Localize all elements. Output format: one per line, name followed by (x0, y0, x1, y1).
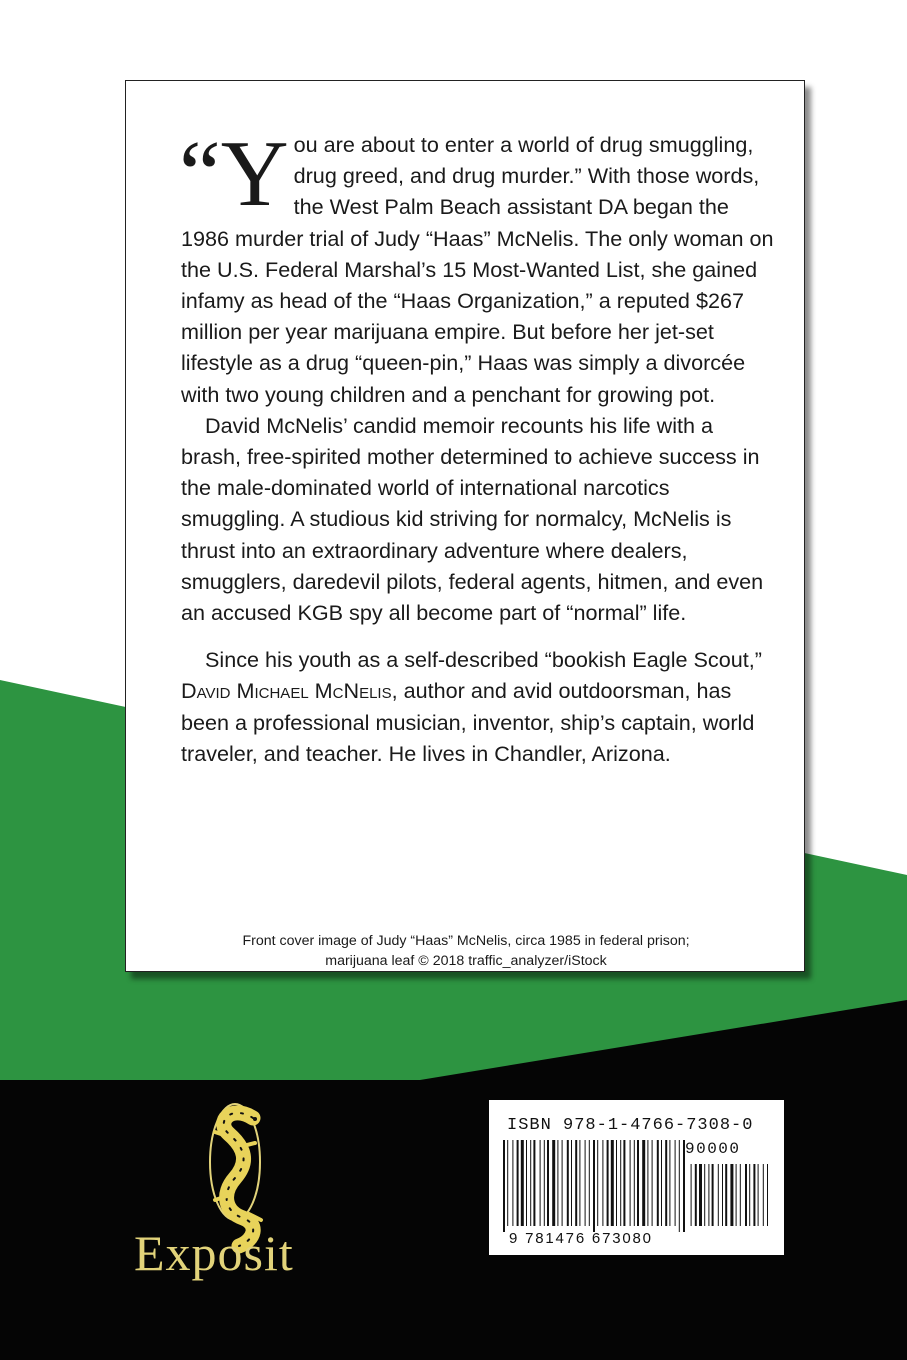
credit-line-1: Front cover image of Judy “Haas” McNelis, circa 1985 in federal prison; (242, 933, 690, 949)
isbn-barcode (489, 1100, 784, 1255)
paragraph-3-start: Since his youth as a self-described “bookish Eagle Scout,” (205, 647, 762, 673)
blurb-paragraph-2: David McNelis’ candid memoir recounts his life with a brash, free-spirited mother determined to achieve success in the male-dominated world of international narcotics smuggling. A studious kid striving for normalcy, McNelis is thrust into an extraordinary adventure where dealers, smugglers, daredevil pilots, federal agents, hitmen, and even an accused KGB spy all become part of “normal” life. (181, 412, 764, 626)
author-name: David Michael McNelis, (181, 678, 398, 704)
barcode-digits: 9 781476 673080 (509, 1230, 653, 1247)
publisher-name: Exposit (134, 1225, 294, 1281)
image-credits (126, 931, 806, 971)
blurb-panel (125, 80, 805, 972)
isbn-label: ISBN 978-1-4766-7308-0 (507, 1116, 754, 1135)
blurb-paragraph-1 (179, 122, 776, 410)
credit-line-2: marijuana leaf © 2018 traffic_analyzer/iStock (325, 953, 607, 969)
drop-cap: “Y (179, 122, 289, 226)
blurb-text (179, 122, 776, 769)
price-code: 90000 (685, 1140, 741, 1158)
paragraph-1-text: ou are about to enter a world of drug smuggling, drug greed, and drug murder.” With those words, the West Palm Beach assistant DA began the 1986 murder trial of Judy “Haas” McNelis. The only woman on the U.S. Federal Marshal’s 15 Most-Wanted List, she gained infamy as head of the “Haas Organization,” a reputed $267 million per year marijuana empire. But before her jet-set lifestyle as a drug “queen-pin,” Haas was simply a divorcée with two young children and a penchant for growing pot. (181, 132, 774, 407)
blurb-paragraph-3 (181, 644, 776, 769)
paragraph-3-end: author and avid outdoorsman, has been a professional musician, inventor, ship’s captain, world traveler, and teacher. He lives in Chandler, Arizona. (181, 678, 755, 766)
